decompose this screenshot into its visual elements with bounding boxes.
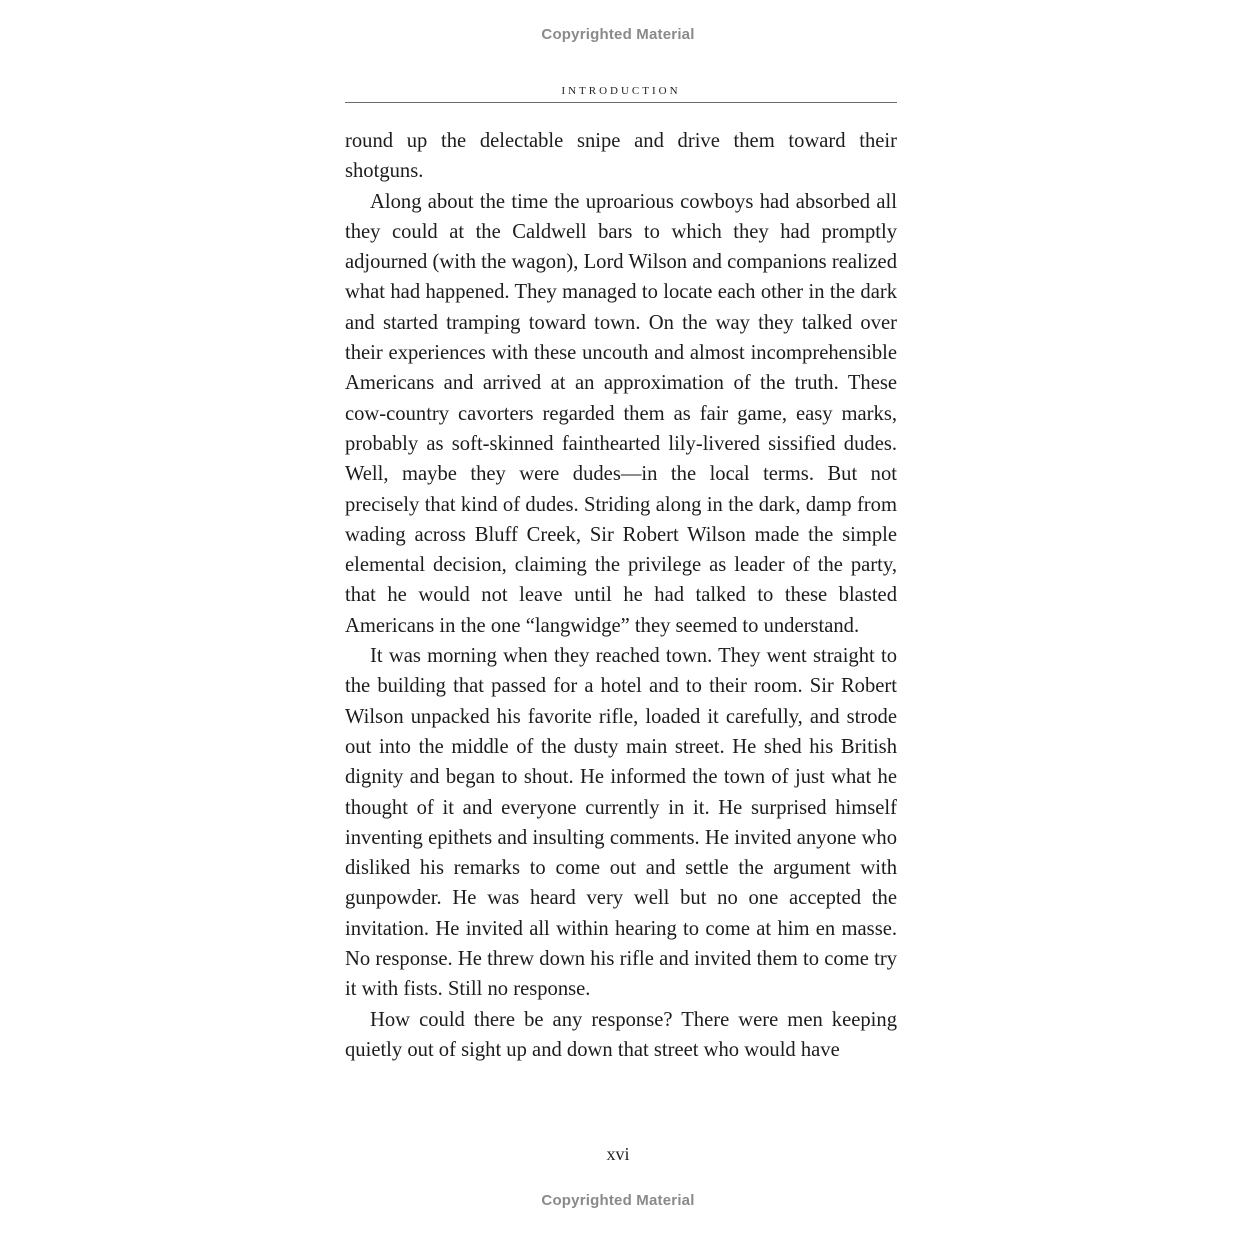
page-number: xvi [606, 1144, 630, 1164]
paragraph: Along about the time the uproarious cowboys had absorbed all they could at the Caldwell bars to which they had promptly adjourned (with the wagon), Lord Wilson and companions realized what had happened. They managed to locate each other in the dark and started tramping toward town. On the way they talked over their experiences with these uncouth and almost incomprehensible Americans and arrived at an approximation of the truth. These cow-country cavorters regarded them as fair game, easy marks, probably as soft-skinned fainthearted lily-livered sissified dudes. Well, maybe they were dudes—in the local terms. But not precisely that kind of dudes. Striding along in the dark, damp from wading across Bluff Creek, Sir Robert Wilson made the simple elemental decision, claiming the privilege as leader of the party, that he would not leave until he had talked to these blasted Americans in the one “langwidge” they seemed to understand. [345, 190, 897, 637]
paragraph: It was morning when they reached town. They went straight to the building that passed for a hotel and to their room. Sir Robert Wilson unpacked his favorite rifle, loaded it carefully, and strode out into the middle of the dusty main street. He shed his British dignity and began to shout. He informed the town of just what he thought of it and everyone currently in it. He surprised himself inventing epithets and insulting comments. He invited anyone who disliked his remarks to come out and settle the argument with gunpowder. He was heard very well but no one accepted the invitation. He invited all within hearing to come at him en masse. No response. He threw down his rifle and invited them to come try it with fists. Still no response. [345, 645, 897, 1001]
running-head: introduction [345, 78, 897, 103]
copyright-watermark-top: Copyrighted Material [541, 26, 695, 43]
body-text [345, 126, 897, 1065]
paragraph: How could there be any response? There were men keeping quietly out of sight up and down that street who would have [345, 1008, 897, 1061]
copyright-watermark-bottom: Copyrighted Material [541, 1192, 695, 1209]
paragraph-continued: round up the delectable snipe and drive them toward their shotguns. [345, 130, 897, 183]
book-page [345, 78, 897, 1065]
